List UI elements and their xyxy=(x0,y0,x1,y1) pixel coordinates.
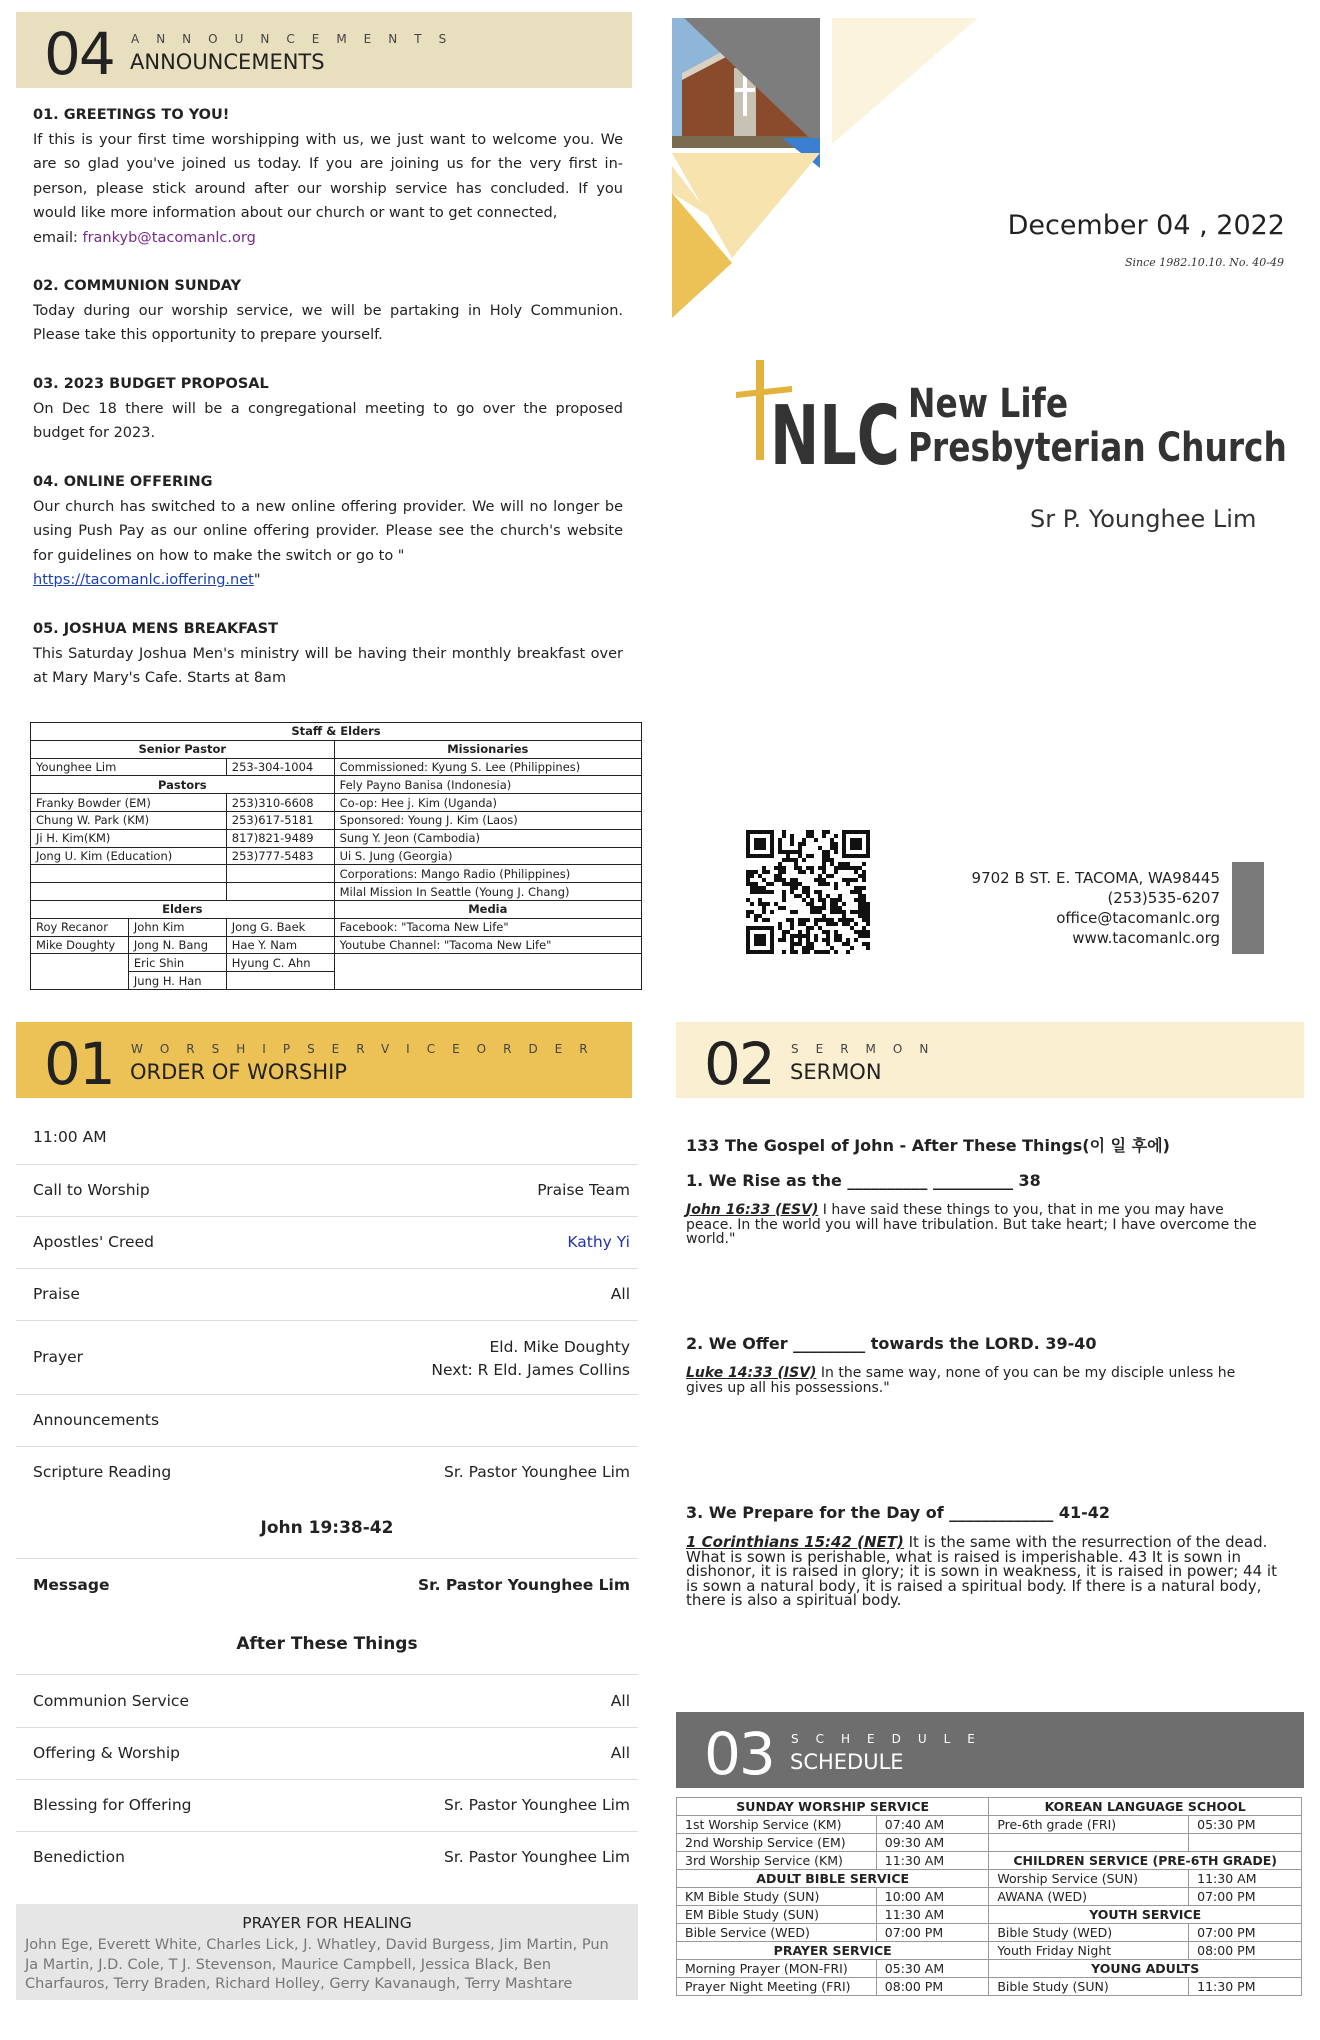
pastor-name: Ji H. Kim(KM) xyxy=(31,829,227,847)
staff-elders-table xyxy=(30,722,642,990)
pastor-name: Franky Bowder (EM) xyxy=(31,794,227,812)
announcement-2 xyxy=(33,274,623,348)
pastor-name: Jong U. Kim (Education) xyxy=(31,847,227,865)
sermon-point: 2. We Offer _________ towards the LORD. 39-40 xyxy=(686,1334,1097,1353)
missionary: Co-op: Hee j. Kim (Uganda) xyxy=(334,794,641,812)
logo-letters: NLC xyxy=(770,389,900,484)
section-title: ORDER OF WORSHIP xyxy=(130,1060,347,1084)
service-time: 11:00 AM xyxy=(33,1128,107,1146)
worship-row: Apostles' Creed Kathy Yi xyxy=(16,1217,638,1269)
section-spaced-title: SCHEDULE xyxy=(791,1732,992,1746)
worship-row: Communion Service All xyxy=(16,1676,638,1728)
sermon-point: 1. We Rise as the __________ __________ 38 xyxy=(686,1171,1041,1190)
sermon-title: After These Things xyxy=(236,1634,418,1654)
missionary: Sung Y. Jeon (Cambodia) xyxy=(334,829,641,847)
pastor-phone: 253)777-5483 xyxy=(226,847,334,865)
section-number: 04 xyxy=(44,20,114,88)
prayer-for-healing xyxy=(16,1904,638,2000)
church-address: 9702 B ST. E. TACOMA, WA98445 xyxy=(971,869,1220,887)
prayer-names: John Ege, Everett White, Charles Lick, J. Whatley, David Burgess, Jim Martin, Pun Ja Martin, J.D. Cole, T J. Stevenson, Maurice Campbell, Jessica Black, Ben Charfauros, Terry Braden, Richard Holley, Gerry Kavanaugh, Terry Mashtare xyxy=(25,1937,609,1992)
prayer-title: PRAYER FOR HEALING xyxy=(242,1914,412,1932)
announcement-3 xyxy=(33,372,623,446)
announcement-title: 04. ONLINE OFFERING xyxy=(33,474,213,490)
section-title: ANNOUNCEMENTS xyxy=(130,50,325,74)
section-title: SCHEDULE xyxy=(790,1750,904,1774)
missionaries-head: Missionaries xyxy=(334,740,641,758)
missionary: Milal Mission In Seattle (Young J. Chang) xyxy=(334,883,641,901)
sermon-verse: 1 Corinthians 15:42 (NET) It is the same with the resurrection of the dead. What is sown is perishable, what is raised is imperishable. 43 It is sown in dishonor, it is raised in glory; it is sown in weakness, it is raised in power; 44 it is sown a natural body, it is raised a spiritual body. If there is a natural body, there is also a spiritual body. xyxy=(686,1533,1277,1609)
worship-row: Offering & Worship All xyxy=(16,1728,638,1780)
pastor-name: Chung W. Park (KM) xyxy=(31,811,227,829)
worship-header xyxy=(16,1022,632,1098)
media-item: Youtube Channel: "Tacoma New Life" xyxy=(334,936,641,954)
elders-head: Elders xyxy=(31,900,335,918)
elder: Jong N. Bang xyxy=(128,936,226,954)
senior-pastor-name: Younghee Lim xyxy=(31,758,227,776)
sermon-main-title: 133 The Gospel of John - After These Things(이 일 후에) xyxy=(686,1136,1170,1155)
pastor-phone: 253)617-5181 xyxy=(226,811,334,829)
pastor-phone: 253)310-6608 xyxy=(226,794,334,812)
since-issue-number: Since 1982.10.10. No. 40-49 xyxy=(1124,256,1284,269)
church-contact xyxy=(920,868,1220,948)
offering-link[interactable]: https://tacomanlc.ioffering.net xyxy=(33,572,254,588)
missionary: Commissioned: Kyung S. Lee (Philippines) xyxy=(334,758,641,776)
section-spaced-title: ANNOUNCEMENTS xyxy=(131,32,464,46)
church-email[interactable]: office@tacomanlc.org xyxy=(1056,909,1220,927)
worship-row: Blessing for Offering Sr. Pastor Younghee Lim xyxy=(16,1780,638,1832)
sermon-verse: John 16:33 (ESV) I have said these things to you, that in me you may have peace. In the world you will have tribulation. But take heart; I have overcome the world." xyxy=(686,1202,1257,1247)
section-spaced-title: SERMON xyxy=(791,1042,946,1056)
announcement-title: 03. 2023 BUDGET PROPOSAL xyxy=(33,376,269,392)
worship-row: Call to Worship Praise Team xyxy=(16,1165,638,1217)
service-time-row xyxy=(16,1113,638,1165)
announcement-title: 05. JOSHUA MENS BREAKFAST xyxy=(33,621,278,637)
missionary: Sponsored: Young J. Kim (Laos) xyxy=(334,811,641,829)
section-title: SERMON xyxy=(790,1060,882,1084)
media-head: Media xyxy=(334,900,641,918)
elder: Jung H. Han xyxy=(128,972,226,990)
announcement-title: 01. GREETINGS TO YOU! xyxy=(33,107,230,123)
senior-pastor-name: Sr P. Younghee Lim xyxy=(1030,505,1257,533)
senior-pastor-head: Senior Pastor xyxy=(31,740,335,758)
missionary: Ui S. Jung (Georgia) xyxy=(334,847,641,865)
announcement-1 xyxy=(33,103,623,250)
sermon-verse: Luke 14:33 (ISV) In the same way, none of you can be my disciple unless he gives up all his possessions." xyxy=(686,1365,1236,1396)
elder: Roy Recanor xyxy=(31,918,129,936)
nlc-logo xyxy=(736,356,906,484)
announcement-title: 02. COMMUNION SUNDAY xyxy=(33,278,242,294)
announcement-body: Our church has switched to a new online offering provider. We will no longer be using Push Pay as our online offering provider. Please see the church's website for guidelines on how to make the switch or go to " https://tacomanlc.ioffering.net" xyxy=(33,498,623,588)
elder: Jong G. Baek xyxy=(226,918,334,936)
worship-row: Scripture Reading Sr. Pastor Younghee Lim xyxy=(33,1463,630,1481)
media-item: Facebook: "Tacoma New Life" xyxy=(334,918,641,936)
church-name: New Life Presbyterian Church xyxy=(908,381,1287,471)
announcement-5 xyxy=(33,617,623,691)
worship-row: Announcements xyxy=(16,1395,638,1447)
sermon-header xyxy=(676,1022,1304,1098)
elder: John Kim xyxy=(128,918,226,936)
elder: Hae Y. Nam xyxy=(226,936,334,954)
section-number: 03 xyxy=(704,1720,774,1788)
email-link[interactable]: frankyb@tacomanlc.org xyxy=(82,229,256,246)
missionary: Corporations: Mango Radio (Philippines) xyxy=(334,865,641,883)
announcement-body: Today during our worship service, we will be partaking in Holy Communion. Please take this opportunity to prepare yourself. xyxy=(33,302,623,343)
senior-pastor-phone: 253-304-1004 xyxy=(226,758,334,776)
qr-code-icon[interactable] xyxy=(746,830,870,954)
announcement-body: On Dec 18 there will be a congregational meeting to go over the proposed budget for 2023. xyxy=(33,400,623,441)
announcement-4 xyxy=(33,470,623,593)
church-website[interactable]: www.tacomanlc.org xyxy=(1072,929,1220,947)
announcement-body: If this is your first time worshipping with us, we just want to welcome you. We are so glad you've joined us today. If you are joining us for the very first in-person, please stick around after our worship service has concluded. If you would like more information about our church or want to get connected, email: frankyb@tacomanlc.org xyxy=(33,131,623,246)
section-number: 02 xyxy=(704,1030,774,1098)
elder: Hyung C. Ahn xyxy=(226,954,334,972)
staff-title: Staff & Elders xyxy=(31,723,642,741)
schedule-table: SUNDAY WORSHIP SERVICE KOREAN LANGUAGE SCHOOL 1st Worship Service (KM) 07:40 AM Pre-6th grade (FRI) 05:30 PM 2nd Worship Service (EM) 09:30 AM 3rd Worship Service (KM) 11:30 AM CHILDREN SERVICE (PRE-6TH GRADE) ADULT BIBLE SERVICE Worship Service (SUN) 11:30 AM KM Bible Study (SUN) 10:00 AM AWANA (WED) 07:00 PM EM Bible Study (SUN) 11:30 AM YOUTH SERVICE Bible Service (WED) 07:00 PM Bible Study (WED) 07:00 PM PRAYER SERVICE Youth Friday Night 08:00 PM Morning Prayer (MON-FRI) 05:30 AM YOUNG ADULTS Prayer Night Meeting (FRI) 08:00 PM Bible Study (SUN) 11:30 PM xyxy=(676,1797,1302,1996)
cover-geometric-graphic xyxy=(672,18,992,318)
schedule-header xyxy=(676,1712,1304,1788)
sermon-point: 3. We Prepare for the Day of _____________ 41-42 xyxy=(686,1503,1111,1522)
pastors-head: Pastors xyxy=(31,776,335,794)
elder: Eric Shin xyxy=(128,954,226,972)
scripture-reference: John 19:38-42 xyxy=(260,1518,394,1538)
church-phone: (253)535-6207 xyxy=(1107,889,1220,907)
announcements-header xyxy=(16,12,632,88)
section-spaced-title: WORSHIPSERVICEORDER xyxy=(131,1042,605,1056)
worship-row: Benediction Sr. Pastor Younghee Lim xyxy=(33,1848,630,1866)
section-number: 01 xyxy=(44,1030,114,1098)
elder: Mike Doughty xyxy=(31,936,129,954)
message-row: Message Sr. Pastor Younghee Lim xyxy=(33,1576,630,1594)
missionary: Fely Payno Banisa (Indonesia) xyxy=(334,776,641,794)
worship-row: Praise All xyxy=(16,1269,638,1321)
gray-accent-bar xyxy=(1232,862,1264,954)
announcement-body: This Saturday Joshua Men's ministry will be having their monthly breakfast over at Mary Mary's Cafe. Starts at 8am xyxy=(33,645,623,686)
bulletin-date: December 04 , 2022 xyxy=(1007,210,1285,241)
pastor-phone: 817)821-9489 xyxy=(226,829,334,847)
worship-row: Prayer Eld. Mike Doughty Next: R Eld. James Collins xyxy=(16,1321,638,1395)
